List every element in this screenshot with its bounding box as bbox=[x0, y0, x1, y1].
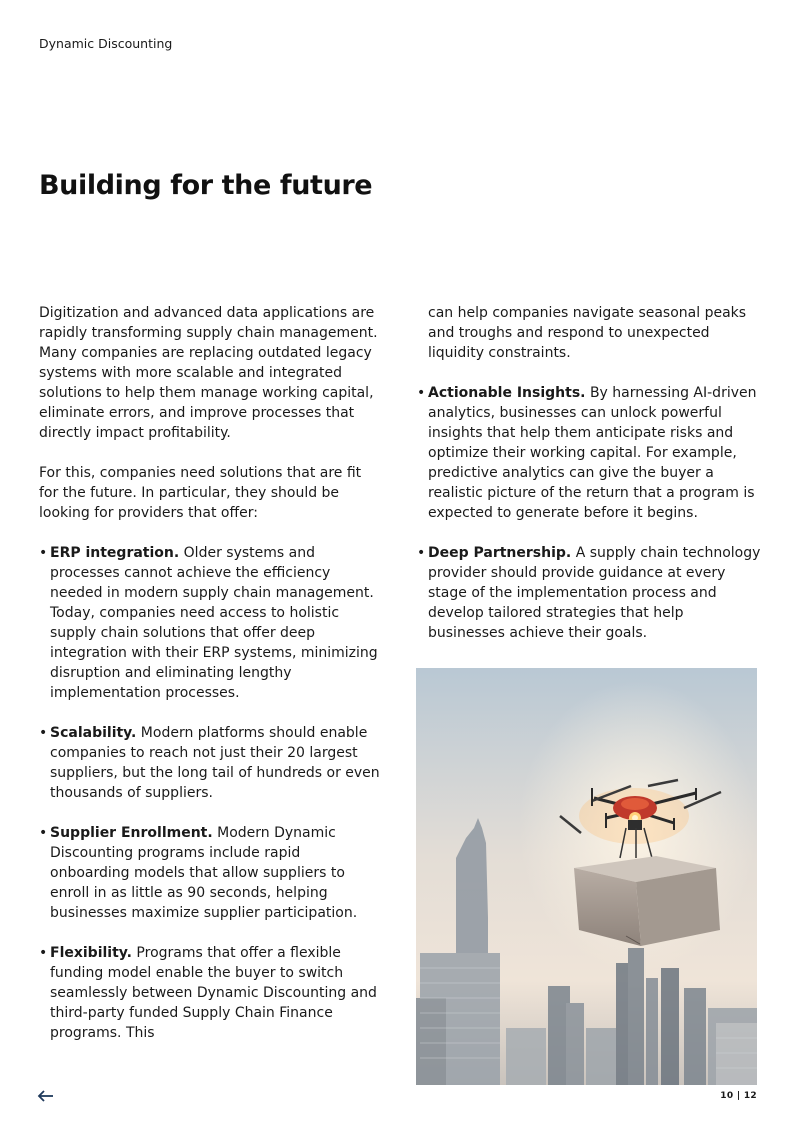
list-item bbox=[39, 543, 384, 703]
bullet-text: Older systems and processes cannot achieve the efficiency needed in modern supply chain management. Today, companies need access to holistic supply chain solutions that offer deep integration with their ERP systems, minimizing disruption and eliminating lengthy implementation processes. bbox=[50, 545, 378, 701]
bullet-term: Actionable Insights. bbox=[428, 385, 586, 401]
page-number: 10 | 12 bbox=[720, 1091, 757, 1101]
bullet-term: Scalability. bbox=[50, 725, 137, 741]
bullet-text: Modern platforms should enable companies to reach not just their 20 largest suppliers, but the long tail of hundreds or even thousands of suppliers. bbox=[50, 725, 380, 801]
bullet-term: Supplier Enrollment. bbox=[50, 825, 213, 841]
right-column bbox=[417, 303, 762, 663]
list-item bbox=[39, 943, 384, 1043]
list-item bbox=[39, 823, 384, 923]
continuation-paragraph: can help companies navigate seasonal peaks and troughs and respond to unexpected liquidity constraints. bbox=[428, 305, 747, 361]
bullet-text: Modern Dynamic Discounting programs include rapid onboarding models that allow suppliers to enroll in as little as 90 seconds, helping businesses maximize supplier participation. bbox=[50, 825, 358, 921]
running-header: Dynamic Discounting bbox=[39, 36, 173, 51]
bullet-text: A supply chain technology provider should provide guidance at every stage of the implementation process and develop tailored strategies that help businesses achieve their goals. bbox=[428, 545, 761, 641]
drone-cityscape-illustration bbox=[416, 668, 757, 1085]
page-title: Building for the future bbox=[39, 170, 373, 201]
bullet-term: ERP integration. bbox=[50, 545, 180, 561]
provider-criteria-list-continued bbox=[417, 383, 762, 643]
intro-paragraph: Digitization and advanced data applications are rapidly transforming supply chain management. Many companies are replacing outdated legacy systems with more scalable and integrated solutions to help them manage working capital, eliminate errors, and improve processes that directly impact profitability. bbox=[39, 305, 378, 441]
bullet-text: Programs that offer a flexible funding model enable the buyer to switch seamlessly between Dynamic Discounting and third-party funded Supply Chain Finance programs. This bbox=[50, 945, 377, 1041]
bullet-text: By harnessing AI-driven analytics, businesses can unlock powerful insights that help them anticipate risks and optimize their working capital. For example, predictive analytics can give the buyer a realistic picture of the return that a program is expected to generate before it begins. bbox=[428, 385, 757, 521]
list-item bbox=[417, 383, 762, 523]
drone-delivery-photo bbox=[416, 668, 757, 1085]
left-column bbox=[39, 303, 384, 1063]
package-box bbox=[574, 856, 720, 946]
bullet-term: Deep Partnership. bbox=[428, 545, 572, 561]
intro-paragraph: For this, companies need solutions that are fit for the future. In particular, they should be looking for providers that offer: bbox=[39, 465, 362, 521]
list-item bbox=[39, 723, 384, 803]
bullet-term: Flexibility. bbox=[50, 945, 132, 961]
arrow-left-icon[interactable] bbox=[36, 1086, 56, 1106]
list-item bbox=[417, 543, 762, 643]
provider-criteria-list bbox=[39, 543, 384, 1043]
